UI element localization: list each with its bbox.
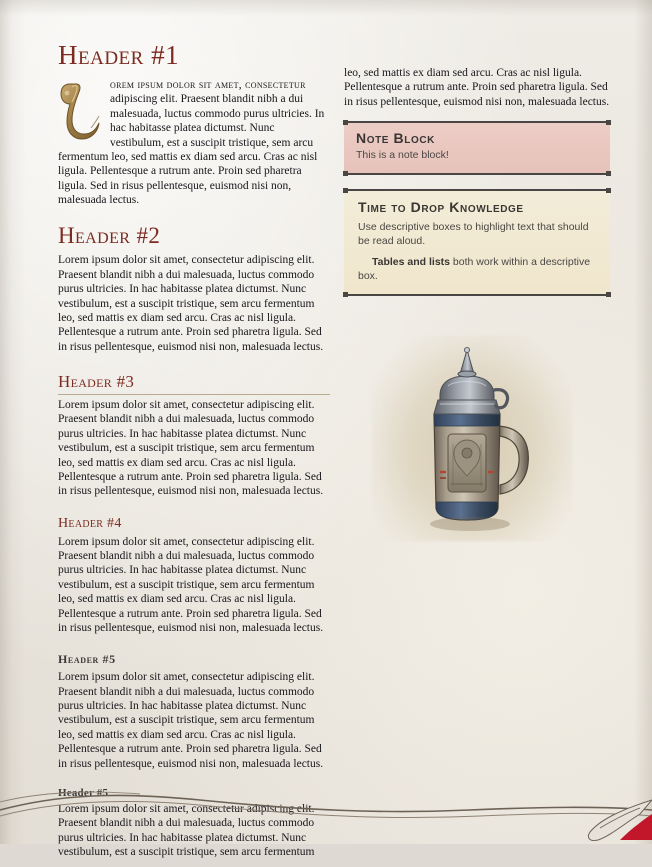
page-right-shadow xyxy=(634,0,652,844)
heading-6: Header #5 xyxy=(58,786,109,799)
beer-stein-icon xyxy=(396,326,556,556)
note-corner-bl xyxy=(343,171,348,176)
intro-body-text: adipiscing elit. Praesent blandit nibh a dui malesuada, luctus commodo purus ultricies. In hac habitasse platea dictumst. Nunc vestibulum, est a suscipit tristique, sem arcu fermentum leo, sed mattis ex diam sed arcu. Cras ac nisl ligula. Pellentesque a rutrum ante. Proin sed pharetra ligula. Sed in risus pellentesque, euismod nisi non, malesuada lectus. xyxy=(58,93,325,206)
paragraph-under-h2: Lorem ipsum dolor sit amet, consectetur adipiscing elit. Praesent blandit nibh a dui malesuada, luctus commodo purus ultricies. In hac habitasse platea dictumst. Nunc vestibulum, est a suscipit tristique, sem arcu fermentum leo, sed mattis ex diam sed arcu. Cras ac nisl ligula. Pellentesque a rutrum ante. Proin sed pharetra ligula. Sed in risus pellentesque, euismod nisi non, malesuada lectus. xyxy=(58,254,324,353)
note-corner-tl xyxy=(343,120,348,125)
descriptive-block-title: Time to Drop Knowledge xyxy=(358,198,524,215)
descriptive-block-second-rest: both work within a descriptive box. xyxy=(358,256,591,283)
note-block-title: Note Block xyxy=(356,130,435,147)
drop-cap-letter-l xyxy=(58,80,104,142)
paragraph-under-h5: Lorem ipsum dolor sit amet, consectetur adipiscing elit. Praesent blandit nibh a dui malesuada, luctus commodo purus ultricies. In hac habitasse platea dictumst. Nunc vestibulum, est a suscipit tristique, sem arcu fermentum leo, sed mattis ex diam sed arcu. Cras ac nisl ligula. Pellentesque a rutrum ante. Proin sed pharetra ligula. Sed in risus pellentesque, euismod nisi non, malesuada lectus. xyxy=(58,671,324,770)
descriptive-block-second-line xyxy=(358,255,596,283)
paragraph-under-h3: Lorem ipsum dolor sit amet, consectetur adipiscing elit. Praesent blandit nibh a dui malesuada, luctus commodo purus ultricies. In hac habitasse platea dictumst. Nunc vestibulum, est a suscipit tristique, sem arcu fermentum leo, sed mattis ex diam sed arcu. Cras ac nisl ligula. Pellentesque a rutrum ante. Proin sed pharetra ligula. Sed in risus pellentesque, euismod nisi non, malesuada lectus. xyxy=(58,399,324,498)
left-column xyxy=(58,78,330,867)
illustration-container xyxy=(344,326,610,556)
page-left-shadow xyxy=(0,0,26,844)
intro-paragraph-block xyxy=(58,78,330,207)
note-corner-br xyxy=(606,171,611,176)
desc-corner-tr xyxy=(606,188,611,193)
right-column xyxy=(344,66,610,556)
paragraph-under-h6: Lorem ipsum dolor sit amet, consectetur adipiscing elit. Praesent blandit nibh a dui malesuada, luctus commodo purus ultricies. In hac habitasse platea dictumst. Nunc vestibulum, est a suscipit tristique, sem arcu fermentum xyxy=(58,802,315,858)
note-block xyxy=(344,121,610,175)
right-column-continuation: leo, sed mattis ex diam sed arcu. Cras ac nisl ligula. Pellentesque a rutrum ante. Proin sed pharetra ligula. Sed in risus pellentesque, euismod nisi non, malesuada lectus. xyxy=(344,67,610,108)
page-top-shadow xyxy=(0,0,652,16)
page-title: Header #1 xyxy=(58,40,180,70)
desc-corner-tl xyxy=(343,188,348,193)
heading-4: Header #4 xyxy=(58,515,122,531)
intro-lead-smallcaps: orem ipsum dolor sit amet, consectetur xyxy=(110,79,306,91)
paragraph-under-h4: Lorem ipsum dolor sit amet, consectetur adipiscing elit. Praesent blandit nibh a dui malesuada, luctus commodo purus ultricies. In hac habitasse platea dictumst. Nunc vestibulum, est a suscipit tristique, sem arcu fermentum leo, sed mattis ex diam sed arcu. Cras ac nisl ligula. Pellentesque a rutrum ante. Proin sed pharetra ligula. Sed in risus pellentesque, euismod nisi non, malesuada lectus. xyxy=(58,535,324,634)
note-corner-tr xyxy=(606,120,611,125)
heading-5: Header #5 xyxy=(58,652,116,667)
descriptive-block-paragraph: Use descriptive boxes to highlight text that should be read aloud. xyxy=(358,220,589,247)
desc-corner-br xyxy=(606,292,611,297)
note-block-text: This is a note block! xyxy=(356,149,449,162)
descriptive-block-bold-lead: Tables and lists xyxy=(372,256,450,269)
heading-3: Header #3 xyxy=(58,372,330,395)
descriptive-block xyxy=(344,189,610,297)
desc-corner-bl xyxy=(343,292,348,297)
heading-2: Header #2 xyxy=(58,223,161,249)
